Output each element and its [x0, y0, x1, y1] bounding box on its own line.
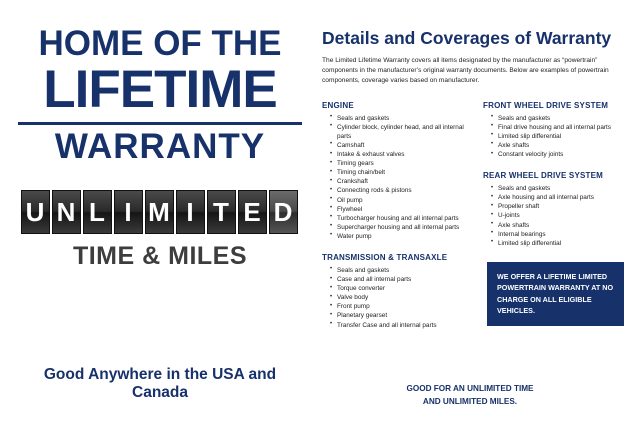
list-item: • Propeller shaft: [491, 202, 624, 211]
odometer-tile: U: [21, 190, 50, 234]
coverage-columns: [322, 101, 624, 330]
list-item: • Limited slip differential: [491, 132, 624, 141]
list-item: • Seals and gaskets: [491, 114, 624, 123]
list-item: • Valve body: [330, 293, 473, 302]
divider-rule: [18, 122, 302, 125]
odometer-tile: D: [269, 190, 298, 234]
left-panel: [16, 14, 304, 416]
callout-banner: WE OFFER A LIFETIME LIMITED POWERTRAIN WARRANTY AT NO CHARGE ON ALL ELIGIBLE VEHICLES.: [487, 262, 624, 326]
list-item: • U-joints: [491, 211, 624, 220]
right-panel: [304, 14, 624, 416]
transmission-items-list: [330, 266, 473, 330]
list-item: • Transfer Case and all internal parts: [330, 321, 473, 330]
odometer-tile: N: [52, 190, 81, 234]
list-item: • Final drive housing and all internal parts: [491, 123, 624, 132]
list-item: • Torque converter: [330, 284, 473, 293]
list-item: • Case and all internal parts: [330, 275, 473, 284]
list-item: • Axle housing and all internal parts: [491, 193, 624, 202]
unlimited-odometer: [16, 190, 304, 234]
intro-paragraph: The Limited Lifetime Warranty covers all items designated by the manufacturer as “powertrain” components in the manufacturer’s original warranty documents. Below are examples of powertrain components, coverage varies based on manufacturer.: [322, 57, 609, 85]
list-item: • Axle shafts: [491, 141, 624, 150]
list-item: • Axle shafts: [491, 221, 624, 230]
list-item: • Oil pump: [330, 196, 473, 205]
engine-items-list: [330, 114, 473, 241]
list-item: • Front pump: [330, 302, 473, 311]
list-item: • Planetary gearset: [330, 311, 473, 320]
list-item: • Cylinder block, cylinder head, and all internal parts: [330, 123, 473, 141]
hero-line-1: HOME OF THE: [38, 24, 282, 63]
bottom-note-line-1: GOOD FOR AN UNLIMITED TIME: [406, 384, 534, 394]
list-item: • Crankshaft: [330, 177, 473, 186]
list-item: • Constant velocity joints: [491, 150, 624, 159]
coverage-column-left: [322, 101, 473, 330]
list-item: • Timing gears: [330, 159, 473, 168]
list-item: • Seals and gaskets: [491, 184, 624, 193]
hero-line-3: WARRANTY: [54, 127, 266, 166]
section-heading-rear-wheel-drive: REAR WHEEL DRIVE SYSTEM: [483, 171, 604, 181]
bottom-note: [322, 383, 624, 416]
list-item: • Turbocharger housing and all internal parts: [330, 214, 473, 223]
list-item: • Seals and gaskets: [330, 266, 473, 275]
list-item: • Limited slip differential: [491, 239, 624, 248]
section-heading-front-wheel-drive: FRONT WHEEL DRIVE SYSTEM: [483, 100, 609, 110]
page-title: Details and Coverages of Warranty: [322, 28, 612, 48]
rear-wheel-drive-items-list: [491, 184, 624, 248]
hero-line-2: LIFETIME: [43, 60, 277, 119]
odometer-tile: E: [238, 190, 267, 234]
odometer-tile: I: [176, 190, 205, 234]
front-wheel-drive-items-list: [491, 114, 624, 159]
list-item: • Camshaft: [330, 141, 473, 150]
list-item: • Water pump: [330, 232, 473, 241]
odometer-tile: L: [83, 190, 112, 234]
list-item: • Seals and gaskets: [330, 114, 473, 123]
time-and-miles-label: TIME & MILES: [72, 242, 248, 270]
section-heading-engine: ENGINE: [322, 100, 354, 110]
odometer-tile: M: [145, 190, 174, 234]
list-item: • Supercharger housing and all internal parts: [330, 223, 473, 232]
odometer-tile: T: [207, 190, 236, 234]
list-item: • Intake & exhaust valves: [330, 150, 473, 159]
list-item: • Internal bearings: [491, 230, 624, 239]
odometer-tile: I: [114, 190, 143, 234]
coverage-column-right: [473, 101, 624, 330]
list-item: • Flywheel: [330, 205, 473, 214]
good-anywhere-note: Good Anywhere in the USA and Canada: [43, 366, 277, 401]
bottom-note-line-2: AND UNLIMITED MILES.: [422, 396, 518, 406]
list-item: • Timing chain/belt: [330, 168, 473, 177]
list-item: • Connecting rods & pistons: [330, 186, 473, 195]
section-heading-transmission: TRANSMISSION & TRANSAXLE: [322, 252, 448, 262]
